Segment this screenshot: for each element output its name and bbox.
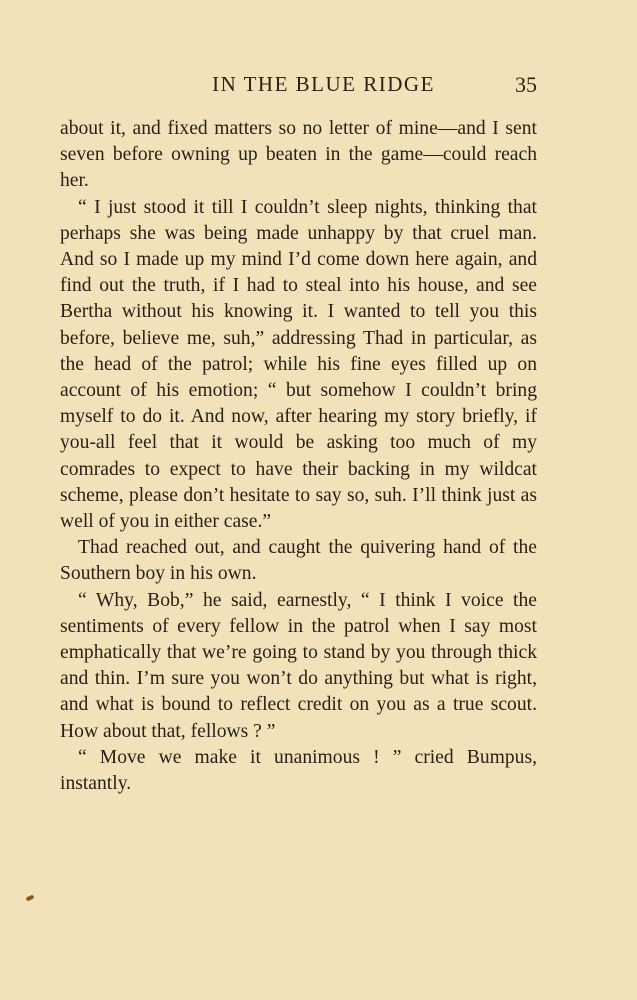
paragraph: “ Move we make it unanimous ! ” cried Bumpus, instantly. (60, 746, 537, 795)
paragraph: “ I just stood it till I couldn’t sleep nights, thinking that perhaps she was being made unhappy by that cruel man. And so I made up my mind I’d come down here again, and find out the truth, if I had to steal into his house, and see Bertha without his knowing it. I wanted to tell you this before, believe me, suh,” addressing Thad in particular, as the head of the patrol; while his fine eyes filled up on account of his emotion; “ but somehow I couldn’t bring myself to do it. And now, after hearing my story briefly, if you-all feel that it would be asking too much of my comrades to expect to have their backing in my wildcat scheme, please don’t hesitate to say so, suh. I’ll think just as well of you in either case.” (60, 196, 537, 533)
page-number: 35 (515, 72, 537, 97)
ink-speck (26, 894, 35, 901)
running-title: IN THE BLUE RIDGE (212, 72, 435, 96)
paragraph: about it, and fixed matters so no letter of mine—and I sent seven before owning up beaten in the game—could reach her. (60, 118, 537, 192)
page-header (60, 72, 537, 106)
paragraph: Thad reached out, and caught the quivering hand of the Southern boy in his own. (60, 537, 537, 585)
paragraph: “ Why, Bob,” he said, earnestly, “ I think I voice the sentiments of every fellow in the patrol when I say most emphatically that we’re going to stand by you through thick and thin. I’m sure you won’t do anything but what is right, and what is bound to reflect credit on you as a true scout. How about that, fellows ? ” (60, 589, 537, 742)
body-text (60, 116, 537, 797)
